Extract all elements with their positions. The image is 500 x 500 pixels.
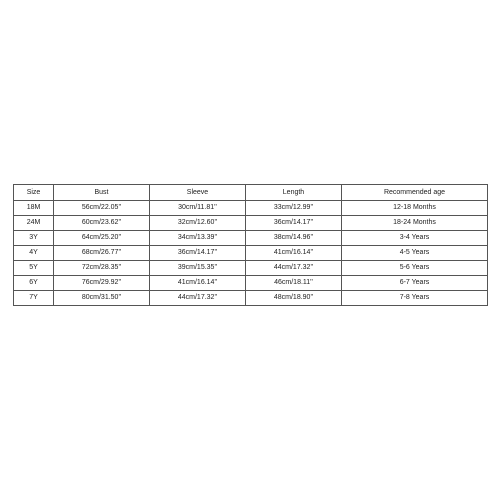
cell-length: 44cm/17.32'': [246, 261, 342, 276]
cell-recommended-age: 18-24 Months: [342, 216, 488, 231]
table-row: [14, 261, 488, 276]
cell-size: 18M: [14, 201, 54, 216]
cell-size: 4Y: [14, 246, 54, 261]
header-sleeve: Sleeve: [150, 185, 246, 201]
cell-recommended-age: 5-6 Years: [342, 261, 488, 276]
cell-bust: 80cm/31.50'': [54, 291, 150, 306]
cell-sleeve: 44cm/17.32'': [150, 291, 246, 306]
cell-sleeve: 39cm/15.35'': [150, 261, 246, 276]
cell-size: 3Y: [14, 231, 54, 246]
cell-bust: 68cm/26.77'': [54, 246, 150, 261]
cell-length: 46cm/18.11'': [246, 276, 342, 291]
cell-sleeve: 34cm/13.39'': [150, 231, 246, 246]
cell-recommended-age: 3-4 Years: [342, 231, 488, 246]
header-bust: Bust: [54, 185, 150, 201]
table-row: [14, 291, 488, 306]
cell-recommended-age: 6-7 Years: [342, 276, 488, 291]
header-size: Size: [14, 185, 54, 201]
table-row: [14, 231, 488, 246]
cell-sleeve: 32cm/12.60'': [150, 216, 246, 231]
cell-bust: 72cm/28.35'': [54, 261, 150, 276]
cell-bust: 76cm/29.92'': [54, 276, 150, 291]
cell-size: 6Y: [14, 276, 54, 291]
size-chart-table: [13, 184, 488, 306]
header-recommended-age: Recommended age: [342, 185, 488, 201]
cell-bust: 64cm/25.20'': [54, 231, 150, 246]
cell-bust: 56cm/22.05'': [54, 201, 150, 216]
table-row: [14, 201, 488, 216]
cell-sleeve: 30cm/11.81'': [150, 201, 246, 216]
cell-length: 36cm/14.17'': [246, 216, 342, 231]
cell-recommended-age: 4-5 Years: [342, 246, 488, 261]
cell-length: 33cm/12.99'': [246, 201, 342, 216]
cell-recommended-age: 12-18 Months: [342, 201, 488, 216]
table-row: [14, 246, 488, 261]
header-length: Length: [246, 185, 342, 201]
cell-length: 48cm/18.90'': [246, 291, 342, 306]
cell-bust: 60cm/23.62'': [54, 216, 150, 231]
cell-length: 41cm/16.14'': [246, 246, 342, 261]
cell-size: 24M: [14, 216, 54, 231]
cell-size: 5Y: [14, 261, 54, 276]
table-row: [14, 216, 488, 231]
cell-size: 7Y: [14, 291, 54, 306]
cell-length: 38cm/14.96'': [246, 231, 342, 246]
table-header-row: [14, 185, 488, 201]
cell-sleeve: 41cm/16.14'': [150, 276, 246, 291]
table-row: [14, 276, 488, 291]
cell-recommended-age: 7-8 Years: [342, 291, 488, 306]
cell-sleeve: 36cm/14.17'': [150, 246, 246, 261]
